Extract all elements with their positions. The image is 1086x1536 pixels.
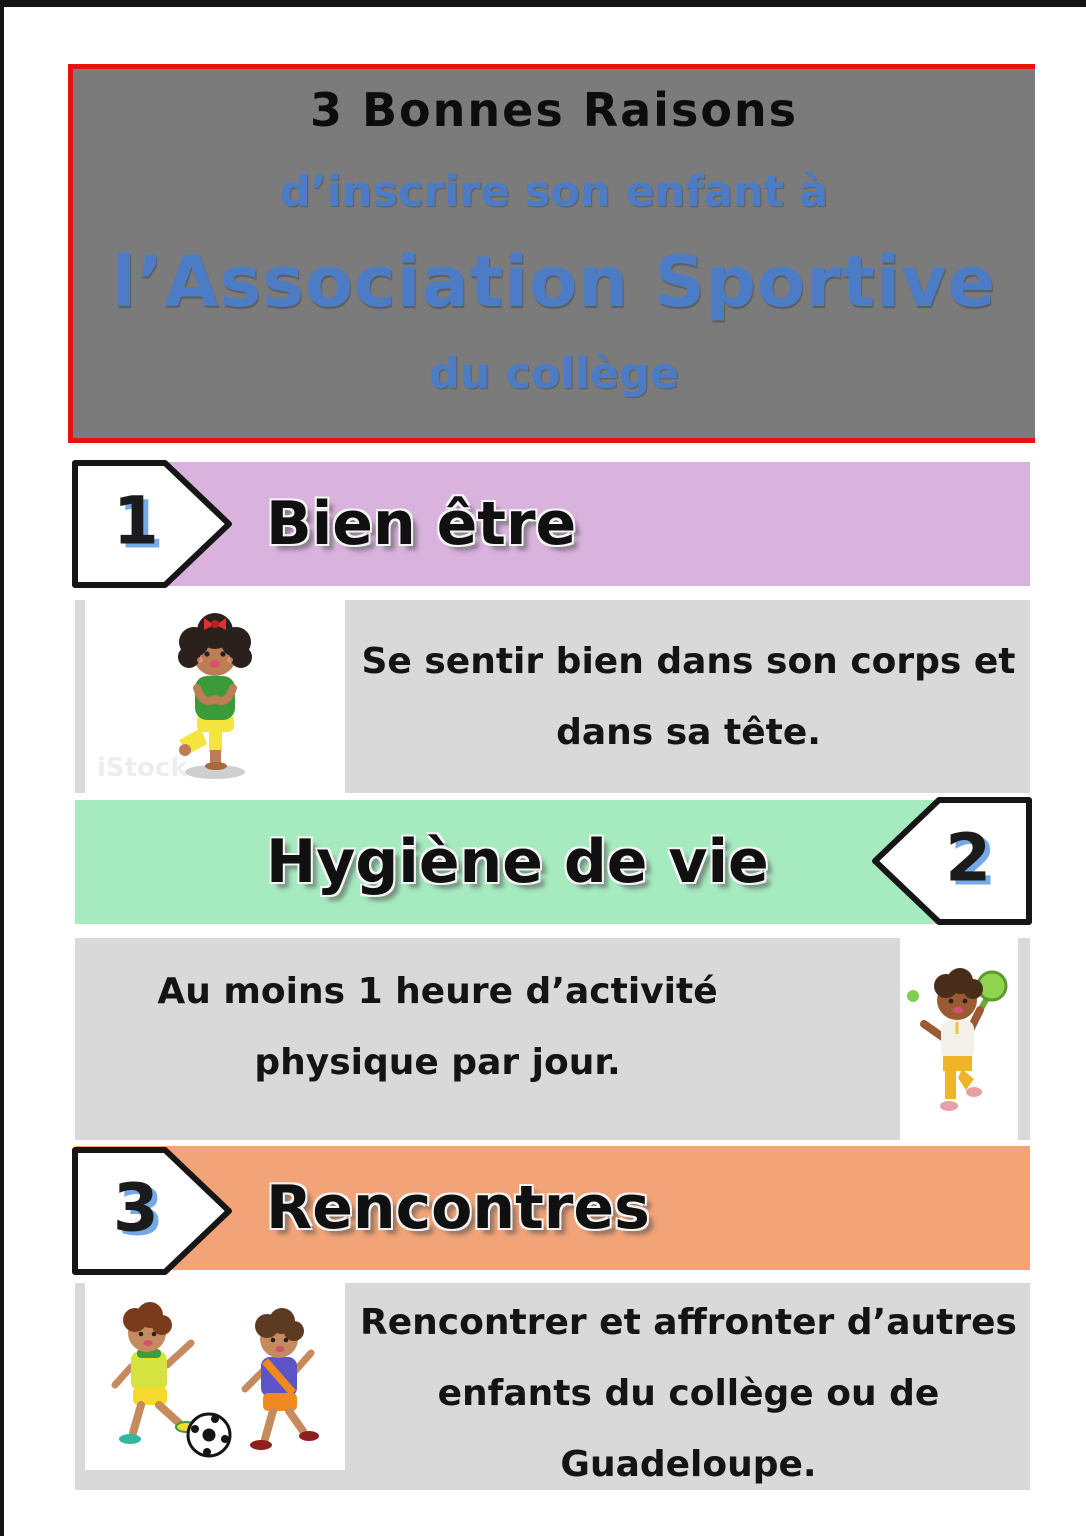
yoga-girl-illustration [85, 600, 345, 793]
section2-title: Hygiène de vie [266, 827, 769, 897]
section2-number: 2 [945, 819, 992, 897]
section2-body-line2: physique par jour. [254, 1042, 621, 1083]
header-subtitle-line2: d’inscrire son enfant à [279, 167, 829, 217]
section1-banner [75, 462, 1030, 586]
section3-body-line1: Rencontrer et affronter d’autres [360, 1302, 1017, 1343]
header-subtitle-line4: du collège [429, 349, 679, 399]
section1-body-text [355, 626, 1022, 768]
top-frame-line [0, 0, 1086, 7]
section3-number: 3 [112, 1169, 159, 1247]
section2-number-arrow [871, 796, 1033, 926]
boy-playing-paddle-illustration [900, 938, 1018, 1140]
section1-number: 1 [112, 482, 159, 560]
section3-number-arrow [71, 1146, 233, 1276]
section1-content-box [75, 600, 1030, 793]
section1-body-line1: Se sentir bien dans son corps et [361, 641, 1016, 682]
header-main-title: l’Association Sportive [111, 241, 997, 323]
kids-playing-soccer-illustration [85, 1283, 345, 1470]
section3-banner [75, 1146, 1030, 1270]
section2-banner [75, 800, 1030, 924]
section2-body-line1: Au moins 1 heure d’activité [157, 971, 718, 1012]
poster-header [68, 64, 1035, 443]
section2-content-box [75, 938, 1030, 1140]
section3-body-line2: enfants du collège ou de [437, 1373, 940, 1414]
section1-body-line2: dans sa tête. [556, 712, 821, 753]
section3-body-text [355, 1287, 1022, 1500]
section3-title: Rencontres [266, 1173, 650, 1243]
left-frame-line [0, 0, 4, 1536]
section2-body-text [75, 956, 800, 1098]
section1-title: Bien être [266, 489, 577, 559]
section1-number-arrow [71, 459, 233, 589]
stock-watermark: iStock [97, 753, 188, 783]
header-title-line1: 3 Bonnes Raisons [309, 83, 799, 137]
section3-body-line3: Guadeloupe. [560, 1444, 817, 1485]
section3-content-box [75, 1283, 1030, 1490]
